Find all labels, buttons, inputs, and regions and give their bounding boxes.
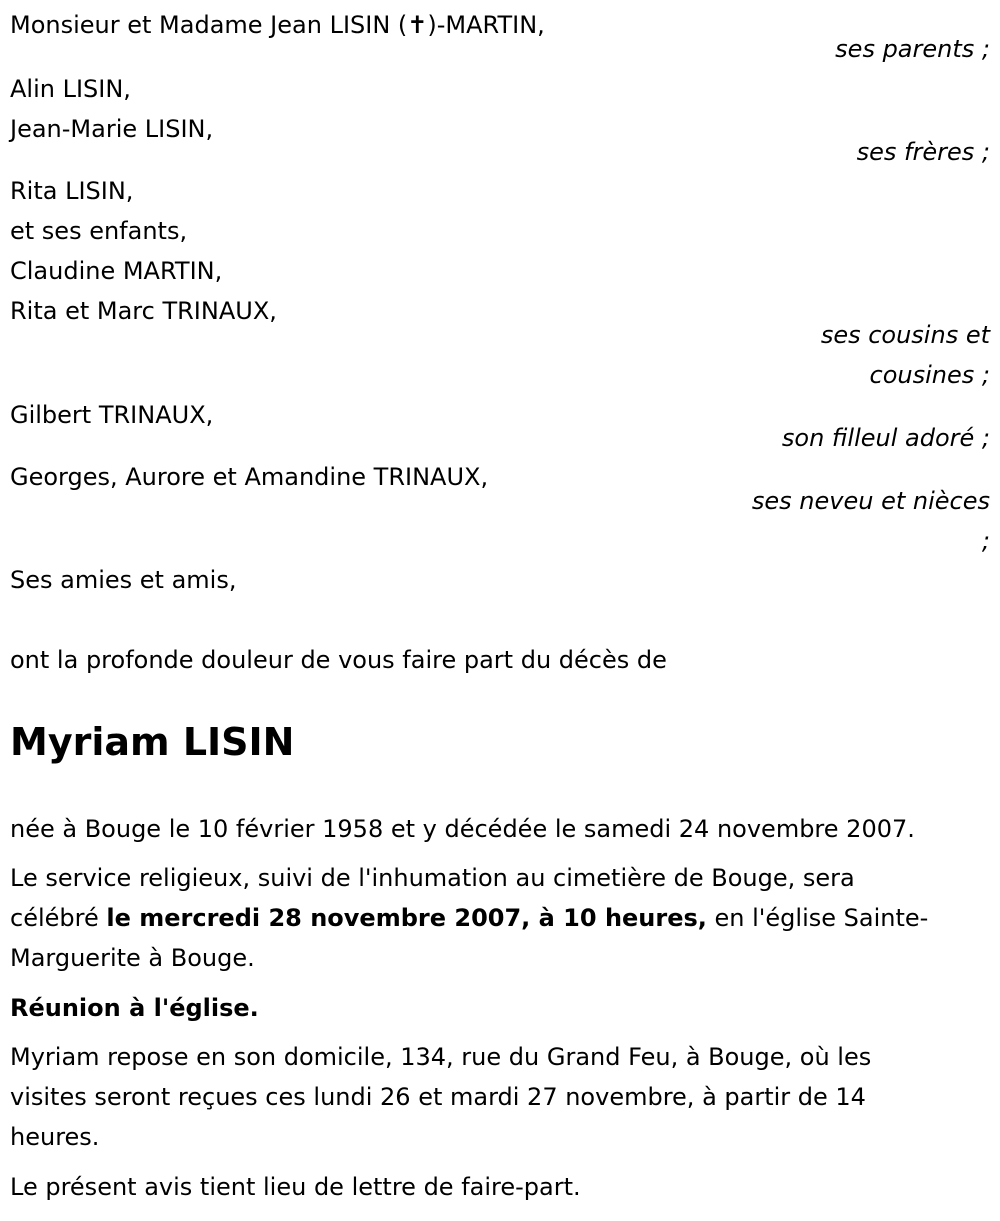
cousin-4: Rita et Marc TRINAUX, <box>10 297 277 325</box>
nephews: Georges, Aurore et Amandine TRINAUX, <box>10 463 489 491</box>
visit-line-1: Myriam repose en son domicile, 134, rue du Grand Feu, à Bouge, où les <box>10 1043 872 1071</box>
godson: Gilbert TRINAUX, <box>10 401 214 429</box>
service-line-2-pre: célébré <box>10 904 107 932</box>
godson-label: son filleul adoré ; <box>781 424 990 452</box>
service-line-2 <box>10 898 990 938</box>
nephews-label-1: ses neveu et nièces <box>751 487 990 515</box>
parents-line: Monsieur et Madame Jean LISIN (✝)-MARTIN, <box>10 11 545 39</box>
visit-line-3: heures. <box>10 1123 100 1151</box>
friends-line: Ses amies et amis, <box>10 566 237 594</box>
cousin-3: Claudine MARTIN, <box>10 257 223 285</box>
service-line-3: Marguerite à Bouge. <box>10 944 255 972</box>
service-line-1: Le service religieux, suivi de l'inhumation au cimetière de Bouge, sera <box>10 864 855 892</box>
cousins-label-1: ses cousins et <box>820 321 990 349</box>
intro-line: ont la profonde douleur de vous faire part du décès de <box>10 646 667 674</box>
brothers-label: ses frères ; <box>856 138 990 166</box>
cousin-1: Rita LISIN, <box>10 177 134 205</box>
visit-paragraph <box>10 1037 990 1157</box>
brother-1: Alin LISIN, <box>10 75 131 103</box>
service-date-time: le mercredi 28 novembre 2007, à 10 heures, <box>106 904 707 932</box>
deceased-name: Myriam LISIN <box>10 720 295 764</box>
service-paragraph <box>10 858 990 978</box>
visit-line-2: visites seront reçues ces lundi 26 et mardi 27 novembre, à partir de 14 <box>10 1083 866 1111</box>
meeting-line: Réunion à l'église. <box>10 994 259 1022</box>
cousins-label-2: cousines ; <box>869 361 990 389</box>
nephews-label-2: ; <box>981 527 990 555</box>
parents-label: ses parents ; <box>835 35 990 63</box>
closing-line: Le présent avis tient lieu de lettre de faire-part. <box>10 1173 581 1201</box>
service-line-2-post: en l'église Sainte- <box>706 904 929 932</box>
birth-death-line: née à Bouge le 10 février 1958 et y décédée le samedi 24 novembre 2007. <box>10 815 915 843</box>
brother-2: Jean-Marie LISIN, <box>10 115 214 143</box>
cousin-2: et ses enfants, <box>10 217 188 245</box>
